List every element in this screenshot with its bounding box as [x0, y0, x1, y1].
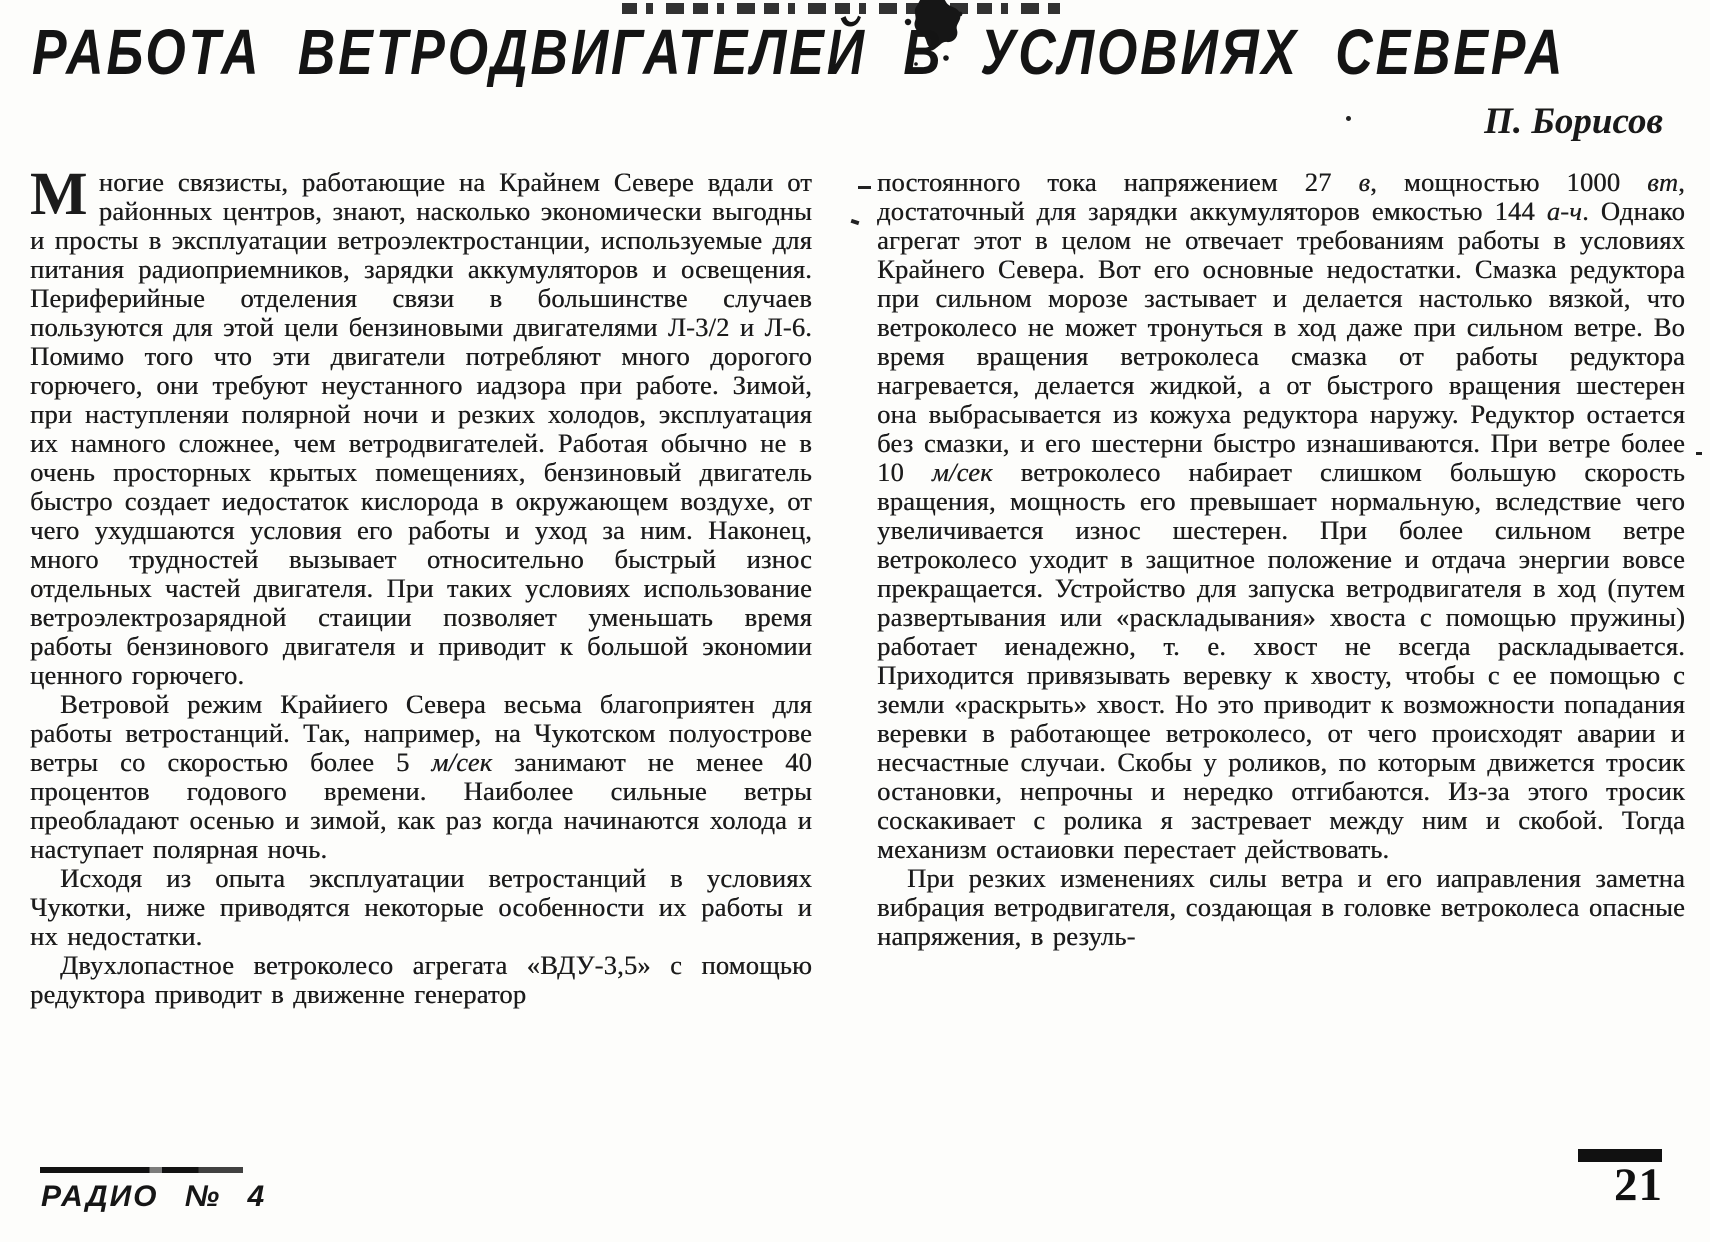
text-segment: При резких изменениях силы ветра и его иаправления заметна вибрация ветродвигателя, создающая в головке ветроколеса опасные напряжения, в резуль- [877, 863, 1685, 951]
scan-speck [1346, 116, 1351, 121]
text-segment: , мощностью 1000 [1370, 167, 1648, 197]
page-number: 21 [1614, 1159, 1663, 1211]
paragraph [877, 168, 1685, 864]
drop-cap: М [30, 161, 88, 228]
scan-speck [1696, 452, 1702, 455]
paragraph [30, 161, 812, 690]
article-column-right [877, 168, 1685, 951]
text-segment: Ветровой режим Крайиего Севера весьма благоприятен для работы ветростанций. Так, например, на Чукотском полуострове ветры со скоростью более 5 [30, 689, 812, 777]
unit-italic: вт [1647, 167, 1679, 197]
unit-italic: м/сек [931, 457, 993, 487]
scan-speck [851, 219, 860, 225]
paragraph [30, 864, 812, 951]
scan-speck [858, 186, 871, 189]
unit-italic: в [1358, 167, 1371, 197]
scan-noise-strip [622, 3, 1060, 14]
unit-italic: а-ч [1546, 196, 1583, 226]
paragraph [877, 864, 1685, 951]
paragraph [30, 690, 812, 864]
text-segment: Двухлопастное ветроколесо агрегата «ВДУ-3,5» с помощью редуктора приводит в движенне генератор [30, 950, 812, 1009]
text-segment: Исходя из опыта эксплуатации ветростанций в условиях Чукотки, ниже приводятся некоторые особенности их работы и нх недостатки. [30, 863, 812, 951]
article-author: П. Борисов [1484, 101, 1663, 142]
text-segment: занимают не менее 40 процентов годового времени. Наиболее сильные ветры преобладают осенью и зимой, как раз когда начинаются холода и наступает полярная ночь. [30, 747, 812, 864]
article-column-left [30, 161, 812, 1009]
article-header [0, 16, 1566, 88]
paragraph [30, 951, 812, 1009]
text-segment: ногие связисты, работающие на Крайнем Севере вдали от районных центров, знают, насколько экономически выгодны и просты в эксплуатации ветроэлектростанции, используемые для питания радиоприемников, зарядки аккумуляторов и освещения. Периферийные отделения связи в большинстве случаев пользуются для этой цели бензиновыми двигателями Л-3/2 и Л-6. Помимо того что эти двигатели потребляют много дорогого горючего, они требуют неустанного иадзора при работе. Зимой, при наступленяи полярной ночи и резких холодов, эксплуатация их намного сложнее, чем ветродвигателей. Работая обычно не в очень просторных крытых помещениях, бензиновый двигатель быстро создает иедостаток кислорода в окружающем воздухе, от чего ухудшаются условия его работы и уход за ним. Наконец, много трудностей вызывает относительно быстрый износ отдельных частей двигателя. При таких условиях использование ветроэлектрозарядной стаиции позволяет уменьшать время работы бензинового двигателя и приводит к большой экономии ценного горючего. [30, 167, 812, 690]
text-segment: ветроколесо набирает слишком большую скорость вращения, мощность его превышает нормальную, вследствие чего увеличивается износ шестерен. При более сильном ветре ветроколесо уходит в защитное положение и отдача энергии вовсе прекращается. Устройство для запуска ветродвигателя в ход (путем развертывания или «раскладывания» хвоста с помощью пружины) работает иенадежно, т. е. хвост не всегда раскладывается. Приходится привязывать веревку к хвосту, чтобы с ее помощью с земли «раскрыть» хвост. Но это приводит к возможности попадания веревки в работающее ветроколесо, от чего происходят аварии и несчастные случаи. Скобы у роликов, по которым движется тросик остановки, непрочны и нередко отгибаются. Из-за этого тросик соскакивает с ролика я застревает между ним и скобой. Тогда механизм остаиовки перестает действовать. [877, 457, 1685, 864]
article-title: РАБОТА ВЕТРОДВИГАТЕЛЕЙ В УСЛОВИЯХ СЕВЕРА [31, 17, 1566, 88]
text-segment: . Однако агрегат этот в целом не отвечает требованиям работы в условиях Крайнего Севера. Вот его основные недостатки. Смазка редуктора при сильном морозе застывает и делается настолько вязкой, что ветроколесо не может тронуться в ход даже при сильном ветре. Во время вращения ветроколеса смазка от работы редуктора нагревается, делается жидкой, а от быстрого вращения шестерен она выбрасывается из кожуха редуктора наружу. Редуктор остается без смазки, и его шестерни быстро изнашиваются. При ветре более 10 [877, 196, 1685, 487]
text-segment: постоянного тока напряжением 27 [877, 167, 1359, 197]
footer-journal-label: РАДИО № 4 [41, 1180, 267, 1213]
text-segment: , достаточный для зарядки аккумуляторов емкостью 144 [877, 167, 1685, 226]
footer-rule [40, 1167, 243, 1173]
unit-italic: м/сек [431, 747, 493, 777]
